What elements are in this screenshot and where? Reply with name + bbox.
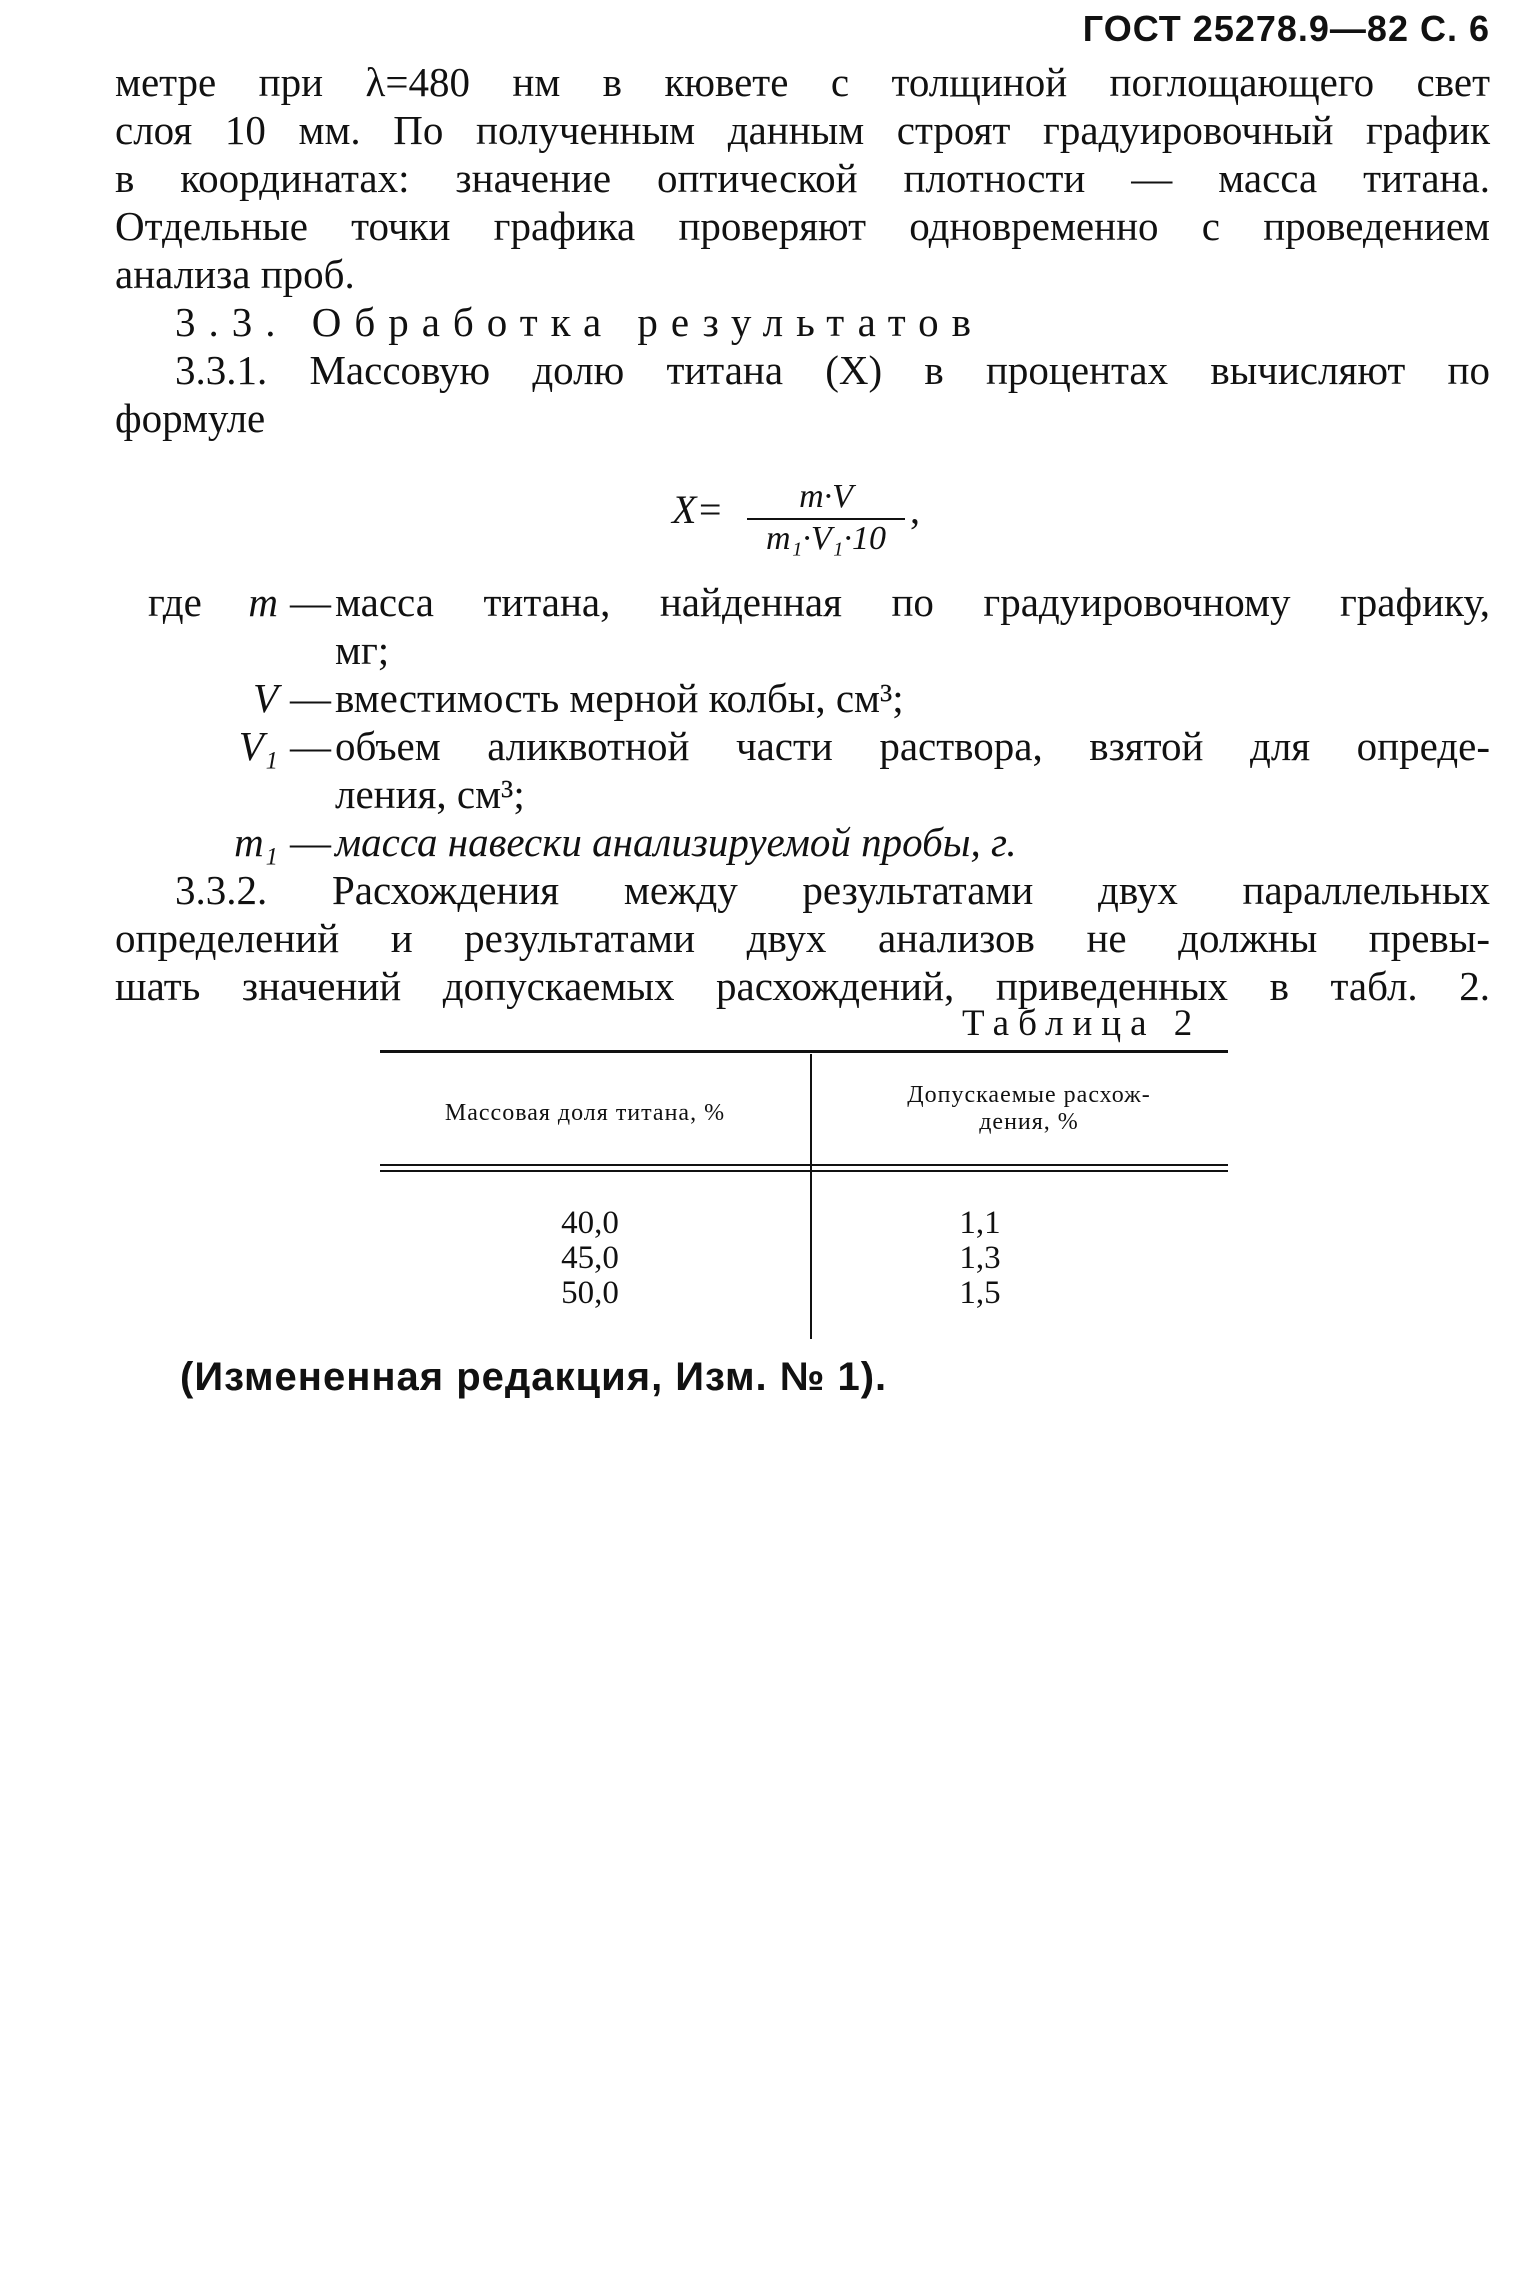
legend-dash: — bbox=[290, 723, 331, 769]
amendment-note: (Измененная редакция, Изм. № 1). bbox=[180, 1355, 888, 1399]
formula-denominator: m₁·V₁·10 bbox=[766, 520, 886, 557]
legend-dash: — bbox=[290, 675, 331, 721]
table-cell: 45,0 bbox=[561, 1240, 619, 1276]
legend-symbol: m₁ bbox=[234, 819, 278, 865]
table-cell: 1,3 bbox=[959, 1240, 1001, 1276]
paragraph-line: метре при λ=480 нм в кювете с толщиной поглощающего свет bbox=[115, 59, 1490, 105]
table-header-tolerance-line1: Допускаемые расхож- bbox=[907, 1082, 1151, 1108]
table-cell: 40,0 bbox=[561, 1205, 619, 1241]
legend-continuation: мг; bbox=[335, 627, 390, 673]
formula-fraction bbox=[747, 480, 905, 556]
paragraph-line: 3.3.2. Расхождения между результатами двух параллельных bbox=[175, 867, 1490, 913]
paragraph-line: определений и результатами двух анализов не должны превы- bbox=[115, 915, 1490, 961]
legend-text: объем аликвотной части раствора, взятой для опреде- bbox=[335, 723, 1490, 769]
paragraph-line: анализа проб. bbox=[115, 251, 355, 297]
table-header-mass-fraction: Массовая доля титана, % bbox=[444, 1100, 726, 1126]
table-header-tolerance bbox=[830, 1082, 1228, 1136]
paragraph-line: формуле bbox=[115, 395, 266, 441]
table-column-tolerance bbox=[920, 1206, 1040, 1311]
paragraph-line: Отдельные точки графика проверяют одновременно с проведением bbox=[115, 203, 1490, 249]
paragraph-line: слоя 10 мм. По полученным данным строят градуировочный график bbox=[115, 107, 1490, 153]
legend-symbol: V bbox=[252, 675, 278, 721]
table-cell: 50,0 bbox=[561, 1275, 619, 1311]
table-column-divider bbox=[810, 1054, 812, 1339]
table-cell: 1,1 bbox=[959, 1205, 1001, 1241]
paragraph-line: шать значений допускаемых расхождений, приведенных в табл. 2. bbox=[115, 963, 1490, 1009]
paragraph-line: в координатах: значение оптической плотности — масса титана. bbox=[115, 155, 1490, 201]
legend-continuation: ления, см³; bbox=[335, 771, 525, 817]
legend-text: вместимость мерной колбы, см³; bbox=[335, 675, 904, 721]
legend-symbol: m bbox=[248, 579, 278, 625]
table-cell: 1,5 bbox=[959, 1275, 1001, 1311]
table-header-rule bbox=[380, 1170, 1228, 1172]
paragraph-line: 3.3.1. Массовую долю титана (X) в процентах вычисляют по bbox=[175, 347, 1490, 393]
legend-dash: — bbox=[290, 579, 331, 625]
legend-text: масса титана, найденная по градуировочному графику, bbox=[335, 579, 1490, 625]
formula-numerator: m·V bbox=[799, 478, 853, 515]
table-title: Таблица 2 bbox=[962, 1003, 1202, 1044]
formula bbox=[672, 480, 932, 560]
data-table bbox=[380, 1040, 1228, 1340]
page-header: ГОСТ 25278.9—82 С. 6 bbox=[1082, 8, 1490, 49]
legend-symbol: V₁ bbox=[238, 723, 278, 769]
formula-lhs: X= bbox=[672, 487, 724, 532]
table-top-rule bbox=[380, 1050, 1228, 1053]
legend-intro: где bbox=[148, 579, 202, 625]
legend-text: масса навески анализируемой пробы, г. bbox=[335, 819, 1017, 865]
table-header-tolerance-line2: дения, % bbox=[979, 1109, 1079, 1135]
section-heading: 3.3. Обработка результатов bbox=[175, 299, 985, 345]
legend-dash: — bbox=[290, 819, 331, 865]
table-column-mass bbox=[530, 1206, 650, 1311]
formula-comma: , bbox=[910, 487, 920, 532]
table-header-rule bbox=[380, 1164, 1228, 1166]
